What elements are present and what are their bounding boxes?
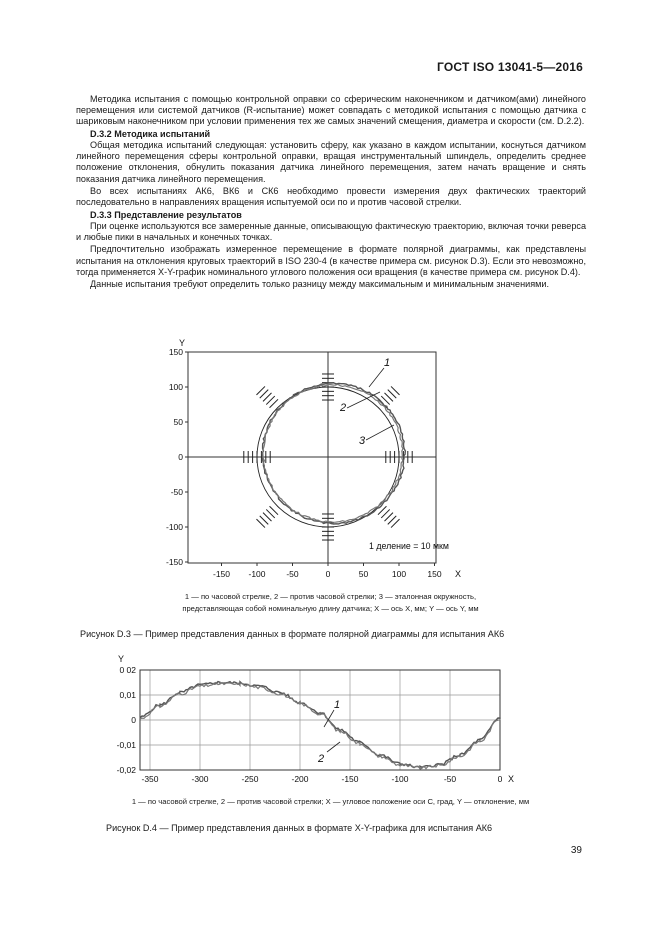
callout-label: 1 — [334, 699, 341, 711]
y-tick-label: -150 — [165, 557, 183, 567]
y-tick-label: 100 — [168, 382, 183, 392]
document-header: ГОСТ ISO 13041-5—2016 — [437, 60, 583, 74]
x-tick-label: -200 — [291, 774, 309, 784]
paragraph: Данные испытания требуют определить только разницу между максимальным и минимальным значениями. — [90, 279, 549, 290]
y-tick-label: 50 — [173, 417, 183, 427]
x-tick-label: 0 — [325, 569, 331, 579]
y-tick-label: -0,02 — [116, 765, 136, 775]
paragraph: Предпочтительно изображать измеренное перемещение в формате полярной диаграммы, как представлены испытания на отклонения круговых траекторий в ISO 230-4 (в качестве примера см. рисунок D.3). Если это невозможно, тогда применяется X-Y-график номинального углового положения оси вращения (в качестве примера см. рисунок D.4). — [76, 244, 586, 277]
y-axis-label: Y — [179, 338, 186, 348]
y-tick-label: 0,01 — [119, 690, 136, 700]
paragraph: Во всех испытаниях АК6, ВК6 и СК6 необходимо провести измерения двух фактических траекторий последовательно в направлениях вращения испытуемой оси по и против часовой стрелки. — [76, 186, 586, 208]
x-tick-label: -300 — [191, 774, 209, 784]
figure1-caption-line: представляющая собой номинальную длину датчика; X — ось X, мм; Y — ось Y, мм — [182, 603, 479, 613]
callout-label: 3 — [359, 435, 366, 447]
figure2-title: Рисунок D.4 — Пример представления данных в формате X-Y-графика для испытания АК6 — [106, 823, 493, 833]
x-tick-label: -150 — [341, 774, 359, 784]
figure1-caption-line: 1 — по часовой стрелке, 2 — против часовой стрелки; 3 — эталонная окружность, — [184, 592, 477, 601]
y-tick-label: -50 — [170, 487, 183, 497]
x-axis-label: X — [455, 569, 462, 579]
callout-leader — [327, 742, 340, 752]
division-note: 1 деление = 10 мкм — [369, 541, 449, 551]
callout-label: 2 — [340, 402, 347, 414]
y-tick-label: 0 — [131, 715, 136, 725]
x-tick-label: -50 — [443, 774, 457, 784]
figure1-title: Рисунок D.3 — Пример представления данных в формате полярной диаграммы для испытания АК6 — [80, 629, 505, 639]
x-tick-label: -250 — [241, 774, 259, 784]
paragraph: Общая методика испытаний следующая: установить сферу, как указано в каждом испытании, коснуться датчиком линейного перемещения сферы контрольной оправки, вращая инструментальный шпиндель, определить среднее положение отклонения, обнулить показания датчика линейного перемещения, затем начать вращение и снять показания датчика линейного перемещения. — [76, 140, 586, 184]
x-tick-label: 100 — [391, 569, 407, 579]
paragraph: При оценке используются все замеренные данные, описывающую фактическую траекторию, включая точки реверса и любые пики в начальных и конечных точках. — [76, 220, 586, 242]
x-tick-label: 50 — [358, 569, 369, 579]
x-tick-label: -50 — [286, 569, 299, 579]
section-heading: D.3.3 Представление результатов — [90, 209, 242, 220]
y-tick-label: 150 — [168, 347, 183, 357]
page-number: 39 — [570, 845, 582, 856]
x-axis-label: X — [508, 774, 515, 784]
x-tick-label: -100 — [391, 774, 409, 784]
y-axis-label: Y — [118, 654, 125, 664]
x-tick-label: -350 — [141, 774, 159, 784]
y-tick-label: 0 02 — [119, 665, 136, 675]
y-tick-label: -100 — [165, 522, 183, 532]
x-tick-label: 150 — [427, 569, 442, 579]
x-tick-label: 0 — [497, 774, 503, 784]
section-heading: D.3.2 Методика испытаний — [90, 128, 211, 139]
paragraph: Методика испытания с помощью контрольной оправки со сферическим наконечником и датчиком(ами) линейного перемещения или системой датчиков (R-испытание) может совпадать с методикой испытания с помощью датчика с шариковым наконечником при условии применения тех же самых значений смещения, диаметра и скорости (см. D.2.2). — [76, 94, 586, 127]
x-tick-label: -150 — [212, 569, 231, 579]
callout-label: 2 — [318, 753, 325, 765]
y-tick-label: -0,01 — [116, 740, 136, 750]
y-tick-label: 0 — [178, 452, 183, 462]
callout-label: 1 — [384, 357, 391, 369]
figure2-caption: 1 — по часовой стрелке, 2 — против часовой стрелки; X — угловое положение оси С, град, Y — отклонение, мм — [131, 797, 530, 806]
x-tick-label: -100 — [248, 569, 266, 579]
